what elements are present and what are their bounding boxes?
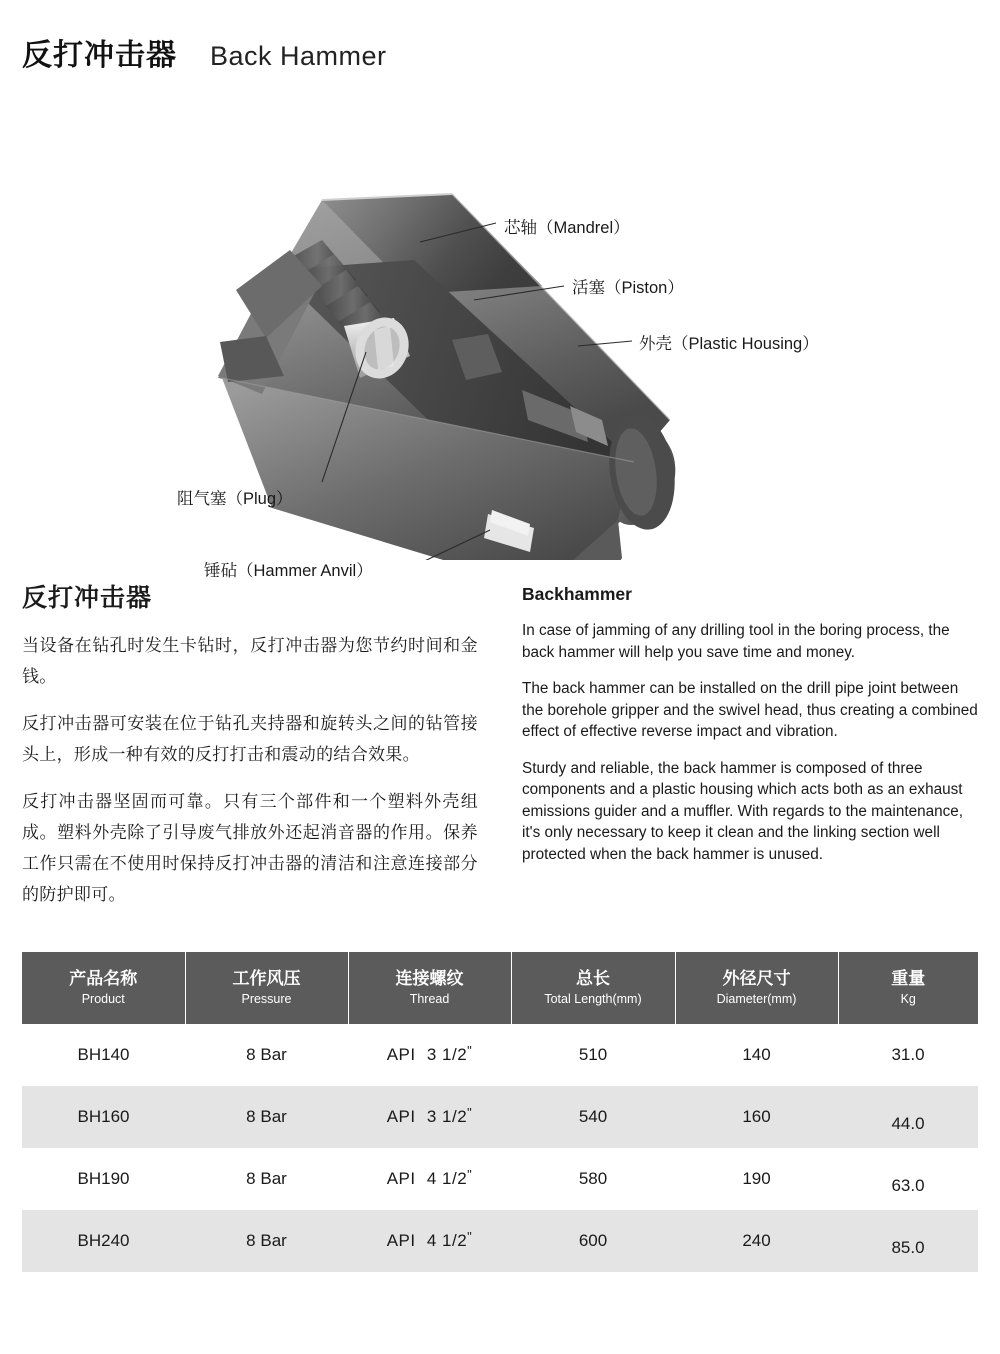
cell-product: BH140 (22, 1024, 185, 1086)
cell-thread (348, 1024, 511, 1086)
cell-product: BH190 (22, 1148, 185, 1210)
cell-length: 510 (511, 1024, 675, 1086)
cell-thread-api: API (386, 1231, 416, 1250)
col-header-product (22, 952, 185, 1024)
back-hammer-cutaway-icon (22, 90, 978, 560)
cell-length: 540 (511, 1086, 675, 1148)
col-header-thread-en: Thread (409, 992, 450, 1006)
paragraph-cn-2: 反打冲击器可安装在位于钻孔夹持器和旋转头之间的钻管接头上，形成一种有效的反打打击和震动的结合效果。 (22, 714, 478, 764)
description-chinese (22, 578, 478, 926)
col-header-pressure (185, 952, 348, 1024)
description-english (522, 578, 978, 926)
cell-diameter: 240 (675, 1210, 838, 1272)
callout-piston: 活塞（Piston） (572, 279, 684, 297)
col-header-pressure-cn: 工作风压 (232, 969, 301, 988)
col-header-thread (348, 952, 511, 1024)
cell-product: BH240 (22, 1210, 185, 1272)
cell-thread-size: 4 1/2 (426, 1169, 468, 1188)
table-row (22, 1024, 978, 1086)
col-header-length-cn: 总长 (576, 969, 610, 988)
spec-table-wrapper (22, 952, 978, 1282)
page-title (22, 0, 978, 74)
page-title-cn: 反打冲击器 (22, 39, 177, 72)
cell-thread-size: 3 1/2 (426, 1045, 468, 1064)
section-heading-en: Backhammer (522, 584, 632, 604)
cell-weight: 85.0 (838, 1210, 978, 1272)
table-row (22, 1210, 978, 1272)
col-header-length (511, 952, 675, 1024)
cell-diameter: 160 (675, 1086, 838, 1148)
callout-plug: 阻气塞（Plug） (177, 490, 293, 508)
cell-thread-api: API (386, 1107, 416, 1126)
cell-thread (348, 1086, 511, 1148)
cell-pressure: 8 Bar (185, 1024, 348, 1086)
cell-product: BH160 (22, 1086, 185, 1148)
description-columns (22, 578, 978, 926)
table-header-row (22, 952, 978, 1024)
cell-weight: 31.0 (838, 1024, 978, 1086)
paragraph-cn-3: 反打冲击器坚固而可靠。只有三个部件和一个塑料外壳组成。塑料外壳除了引导废气排放外还起消音器的作用。保养工作只需在不使用时保持反打冲击器的清洁和注意连接部分的防护即可。 (22, 792, 478, 904)
spec-table (22, 952, 978, 1272)
cell-thread (348, 1210, 511, 1272)
cell-length: 600 (511, 1210, 675, 1272)
paragraph-en-1: In case of jamming of any drilling tool in the boring process, the back hammer will help you save time and money. (522, 622, 950, 661)
table-row (22, 1148, 978, 1210)
paragraph-en-2: The back hammer can be installed on the drill pipe joint between the borehole gripper and the swivel head, thus creating a combined effect of effective reverse impact and vibration. (522, 680, 978, 740)
cell-thread-unit: " (467, 1229, 473, 1244)
callout-mandrel: 芯轴（Mandrel） (504, 219, 630, 237)
product-figure (22, 90, 978, 580)
col-header-weight-en: Kg (900, 992, 916, 1006)
cell-thread-unit: " (467, 1043, 473, 1058)
table-bottom-strip (22, 1272, 978, 1282)
col-header-diameter (675, 952, 838, 1024)
section-heading-cn: 反打冲击器 (22, 584, 153, 612)
cell-thread-api: API (386, 1169, 416, 1188)
spec-table-head (22, 952, 978, 1024)
cell-length: 580 (511, 1148, 675, 1210)
col-header-length-en: Total Length(mm) (544, 992, 642, 1006)
cell-pressure: 8 Bar (185, 1210, 348, 1272)
cell-diameter: 140 (675, 1024, 838, 1086)
cell-thread-size: 4 1/2 (426, 1231, 468, 1250)
cell-thread-api: API (386, 1045, 416, 1064)
col-header-thread-cn: 连接螺纹 (395, 969, 464, 988)
paragraph-en-3: Sturdy and reliable, the back hammer is composed of three components and a plastic housing which acts both as an exhaust emissions guider and a muffler. With regards to the maintenance, it's only necessary to keep it clean and the linking section well protected when the back hammer is unused. (522, 759, 964, 863)
cell-thread-size: 3 1/2 (426, 1107, 468, 1126)
cell-thread-unit: " (467, 1167, 473, 1182)
col-header-diameter-en: Diameter(mm) (716, 992, 797, 1006)
cell-pressure: 8 Bar (185, 1148, 348, 1210)
cell-weight: 63.0 (838, 1148, 978, 1210)
col-header-diameter-cn: 外径尺寸 (722, 969, 791, 988)
page-title-en: Back Hammer (210, 41, 387, 71)
cell-pressure: 8 Bar (185, 1086, 348, 1148)
cell-weight: 44.0 (838, 1086, 978, 1148)
col-header-weight (838, 952, 978, 1024)
callout-hammer-anvil: 锤砧（Hammer Anvil） (204, 562, 373, 580)
spec-table-body (22, 1024, 978, 1272)
col-header-product-cn: 产品名称 (69, 969, 138, 988)
cell-diameter: 190 (675, 1148, 838, 1210)
col-header-product-en: Product (81, 992, 125, 1006)
col-header-weight-cn: 重量 (891, 969, 926, 988)
cell-thread-unit: " (467, 1105, 473, 1120)
col-header-pressure-en: Pressure (241, 992, 292, 1006)
cell-thread (348, 1148, 511, 1210)
paragraph-cn-1: 当设备在钻孔时发生卡钻时，反打冲击器为您节约时间和金钱。 (22, 636, 478, 686)
callout-housing: 外壳（Plastic Housing） (639, 335, 819, 353)
table-row (22, 1086, 978, 1148)
